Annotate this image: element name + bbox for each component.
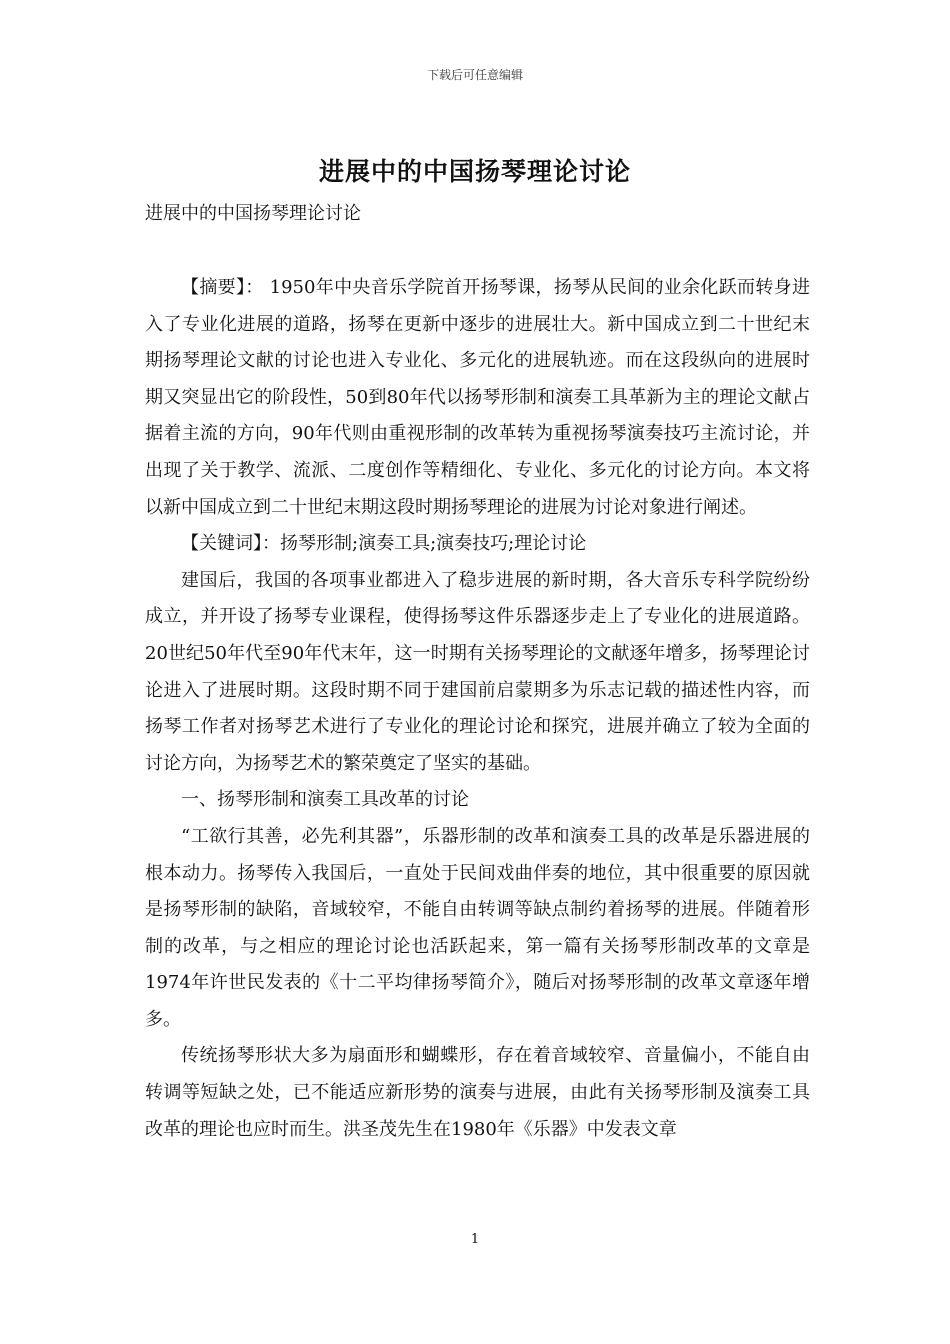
document-title: 进展中的中国扬琴理论讨论 [318,157,631,186]
body-paragraph: 传统扬琴形状大多为扇面形和蝴蝶形，存在着音域较窄、音量偏小，不能自由转调等短缺之处，已不能适应新形势的演奏与进展，由此有关扬琴形制及演奏工具改革的理论也应时而生。洪圣茂先生在1980年《乐器》中发表文章 [145,1045,810,1140]
keywords-paragraph: 【关键词】：扬琴形制;演奏工具;演奏技巧;理论讨论 [181,533,587,555]
document-subtitle: 进展中的中国扬琴理论讨论 [145,203,361,224]
document-body [145,270,810,1148]
page-number: 1 [470,1232,480,1247]
section-heading: 一、扬琴形制和演奏工具改革的讨论 [181,789,469,811]
header-note: 下载后可任意编辑 [426,68,523,82]
abstract-paragraph: 【摘要】： 1950年中央音乐学院首开扬琴课，扬琴从民间的业余化跃而转身进入了专业化进展的道路，扬琴在更新中逐步的进展壮大。新中国成立到二十世纪末期扬琴理论文献的讨论也进入专业化、多元化的进展轨迹。而在这段纵向的进展时期又突显出它的阶段性，50到80年代以扬琴形制和演奏工具革新为主的理论文献占据着主流的方向，90年代则由重视形制的改革转为重视扬琴演奏技巧主流讨论，并出现了关于教学、流派、二度创作等精细化、专业化、多元化的讨论方向。本文将以新中国成立到二十世纪末期这段时期扬琴理论的进展为讨论对象进行阐述。 [145,277,810,518]
body-paragraph: “工欲行其善，必先利其器”，乐器形制的改革和演奏工具的改革是乐器进展的根本动力。扬琴传入我国后，一直处于民间戏曲伴奏的地位，其中很重要的原因就是扬琴形制的缺陷，音域较窄，不能自由转调等缺点制约着扬琴的进展。伴随着形制的改革，与之相应的理论讨论也活跃起来，第一篇有关扬琴形制改革的文章是1974年许世民发表的《十二平均律扬琴简介》，随后对扬琴形制的改革文章逐年增多。 [145,825,810,1030]
body-paragraph: 建国后，我国的各项事业都进入了稳步进展的新时期，各大音乐专科学院纷纷成立，并开设了扬琴专业课程，使得扬琴这件乐器逐步走上了专业化的进展道路。20世纪50年代至90年代末年，这一时期有关扬琴理论的文献逐年增多，扬琴理论讨论进入了进展时期。这段时期不同于建国前启蒙期多为乐志记载的描述性内容，而扬琴工作者对扬琴艺术进行了专业化的理论讨论和探究，进展并确立了较为全面的讨论方向，为扬琴艺术的繁荣奠定了坚实的基础。 [145,569,810,774]
